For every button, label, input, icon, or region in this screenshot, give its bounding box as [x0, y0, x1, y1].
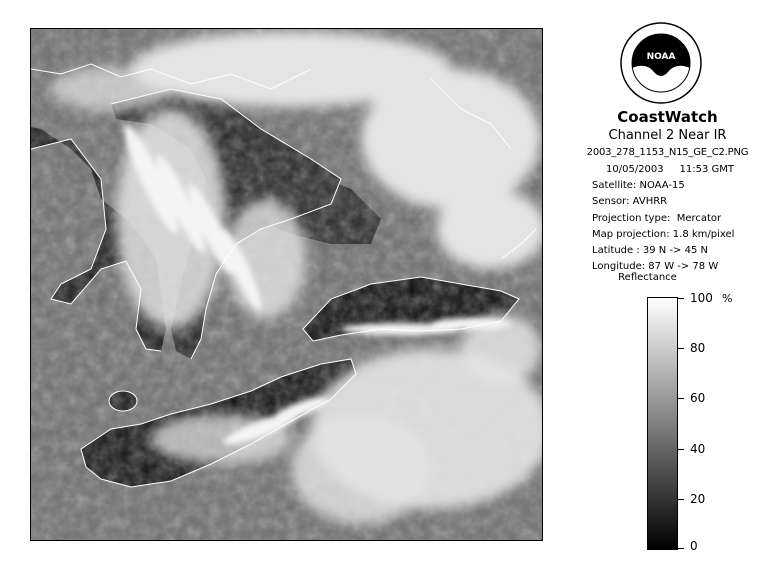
colorbar-tick	[678, 449, 684, 450]
colorbar-tick-label: 40	[690, 442, 706, 456]
colorbar-tick	[678, 499, 684, 500]
map-projection: Map projection: 1.8 km/pixel	[592, 229, 735, 240]
satellite-map	[31, 29, 543, 541]
logo-wordmark: NOAA	[646, 52, 676, 62]
noaa-logo	[620, 22, 702, 104]
colorbar-tick-label: 100	[690, 291, 713, 305]
sensor-info: Sensor: AVHRR	[592, 196, 668, 207]
satellite-info: Satellite: NOAA-15	[592, 180, 685, 191]
satellite-image-panel	[30, 28, 543, 541]
colorbar-tick-label: 0	[690, 539, 698, 553]
colorbar-tick	[678, 348, 684, 349]
colorbar-tick	[678, 398, 684, 399]
reflectance-colorbar	[647, 297, 678, 550]
image-filename: 2003_278_1153_N15_GE_C2.PNG	[586, 147, 749, 158]
colorbar-tick-label: 60	[690, 391, 706, 405]
colorbar-tick	[678, 298, 684, 299]
latitude-range: Latitude : 39 N -> 45 N	[592, 245, 708, 256]
longitude-range: Longitude: 87 W -> 78 W	[592, 261, 719, 272]
legend-unit: %	[722, 292, 733, 305]
acquisition-datetime: 10/05/2003 11:53 GMT	[606, 164, 735, 175]
colorbar-tick-label: 80	[690, 341, 706, 355]
projection-type: Projection type: Mercator	[592, 213, 722, 224]
channel-name: Channel 2 Near IR	[608, 128, 727, 143]
colorbar-tick-label: 20	[690, 492, 706, 506]
noaa-emblem	[620, 22, 702, 104]
colorbar-tick	[678, 548, 684, 549]
page-title: CoastWatch	[617, 108, 718, 126]
legend-title: Reflectance	[618, 272, 677, 283]
